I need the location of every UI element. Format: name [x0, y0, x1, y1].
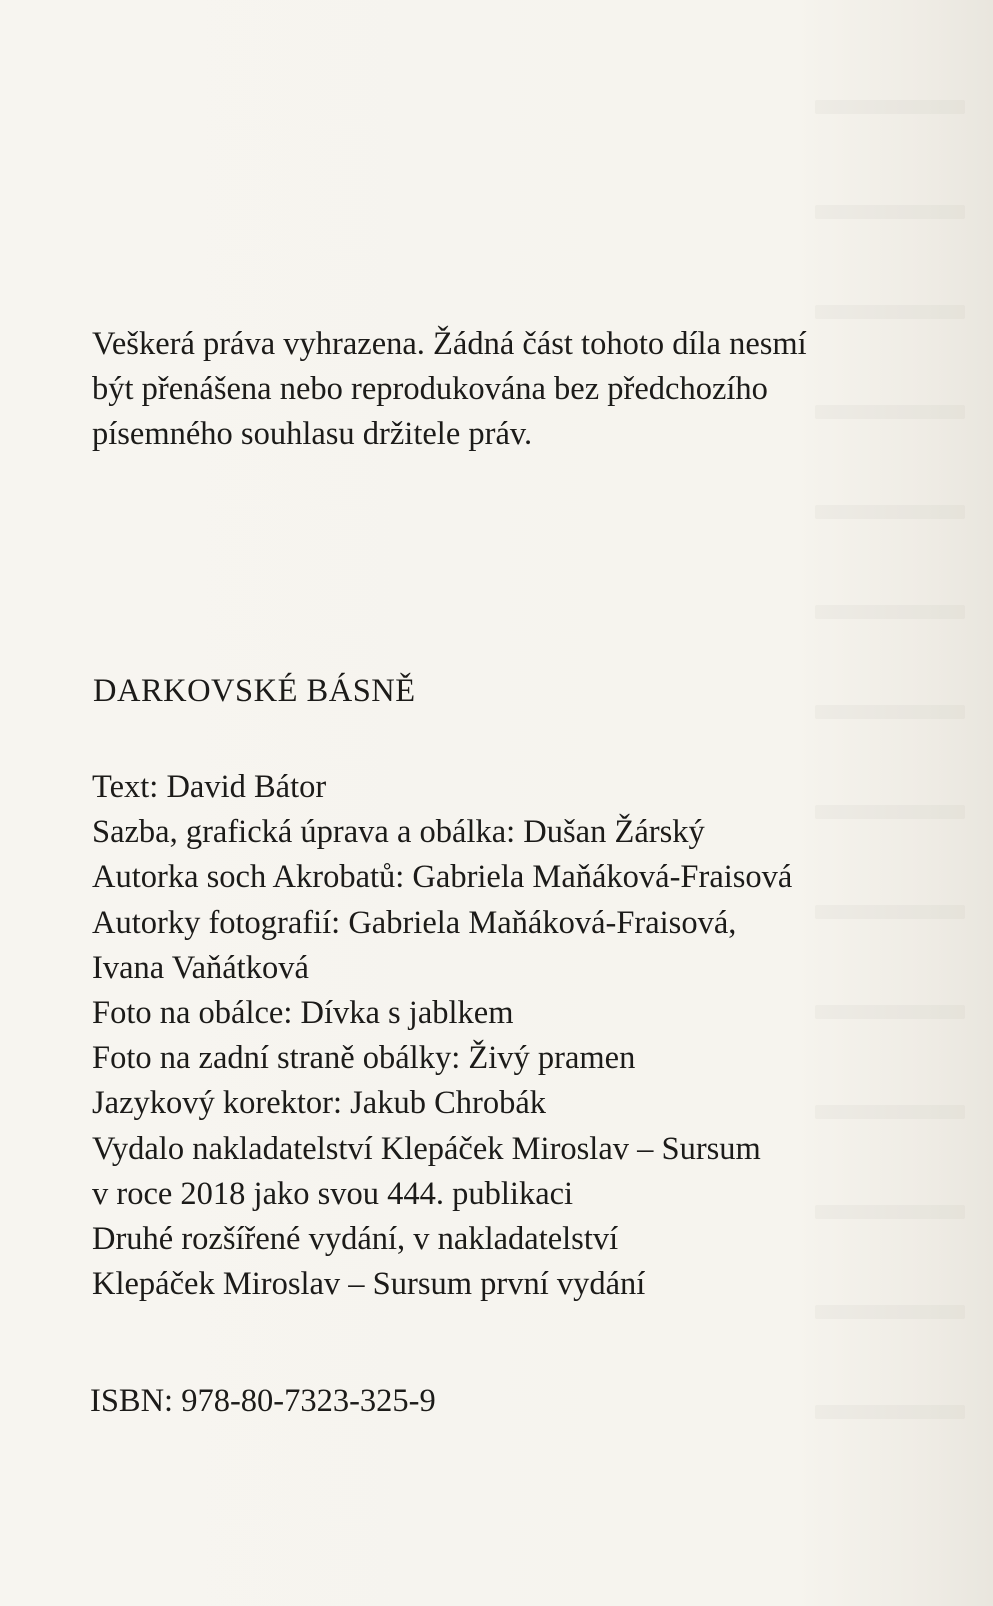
show-through-mark: [815, 100, 965, 114]
show-through-mark: [815, 1105, 965, 1119]
credit-line: Sazba, grafická úprava a obálka: Dušan Žárský: [92, 814, 705, 851]
isbn: ISBN: 978-80-7323-325-9: [90, 1383, 436, 1419]
show-through-mark: [815, 705, 965, 719]
show-through-mark: [815, 305, 965, 319]
show-through-mark: [815, 1205, 965, 1219]
credit-line: Foto na obálce: Dívka s jablkem: [92, 995, 514, 1032]
credit-line: v roce 2018 jako svou 444. publikaci: [92, 1175, 574, 1212]
copyright-line: Veškerá práva vyhrazena. Žádná část tohoto díla nesmí: [92, 326, 807, 362]
credit-line: Foto na zadní straně obálky: Živý pramen: [92, 1040, 636, 1077]
credits-list: [92, 765, 792, 1307]
credit-line: Ivana Vaňátková: [92, 949, 309, 986]
copyright-line: písemného souhlasu držitele práv.: [92, 416, 533, 452]
show-through-mark: [815, 605, 965, 619]
show-through-mark: [815, 1005, 965, 1019]
credit-line: Vydalo nakladatelství Klepáček Miroslav – Sursum: [92, 1130, 761, 1167]
credit-line: Druhé rozšířené vydání, v nakladatelství: [92, 1221, 619, 1258]
credit-line: Autorky fotografií: Gabriela Maňáková-Fraisová,: [92, 904, 737, 941]
credit-line: Jazykový korektor: Jakub Chrobák: [92, 1085, 547, 1122]
show-through-mark: [815, 905, 965, 919]
credit-line: Klepáček Miroslav – Sursum první vydání: [92, 1266, 646, 1303]
show-through-mark: [815, 505, 965, 519]
credit-line: Autorka soch Akrobatů: Gabriela Maňáková-Fraisová: [92, 859, 793, 896]
show-through-mark: [815, 1305, 965, 1319]
credit-line: Text: David Bátor: [92, 769, 327, 805]
book-title: DARKOVSKÉ BÁSNĚ: [93, 673, 416, 709]
copyright-notice: [92, 322, 922, 457]
show-through-mark: [815, 205, 965, 219]
show-through-mark: [815, 805, 965, 819]
show-through-mark: [815, 1405, 965, 1419]
copyright-line: být přenášena nebo reprodukována bez předchozího: [92, 371, 768, 407]
